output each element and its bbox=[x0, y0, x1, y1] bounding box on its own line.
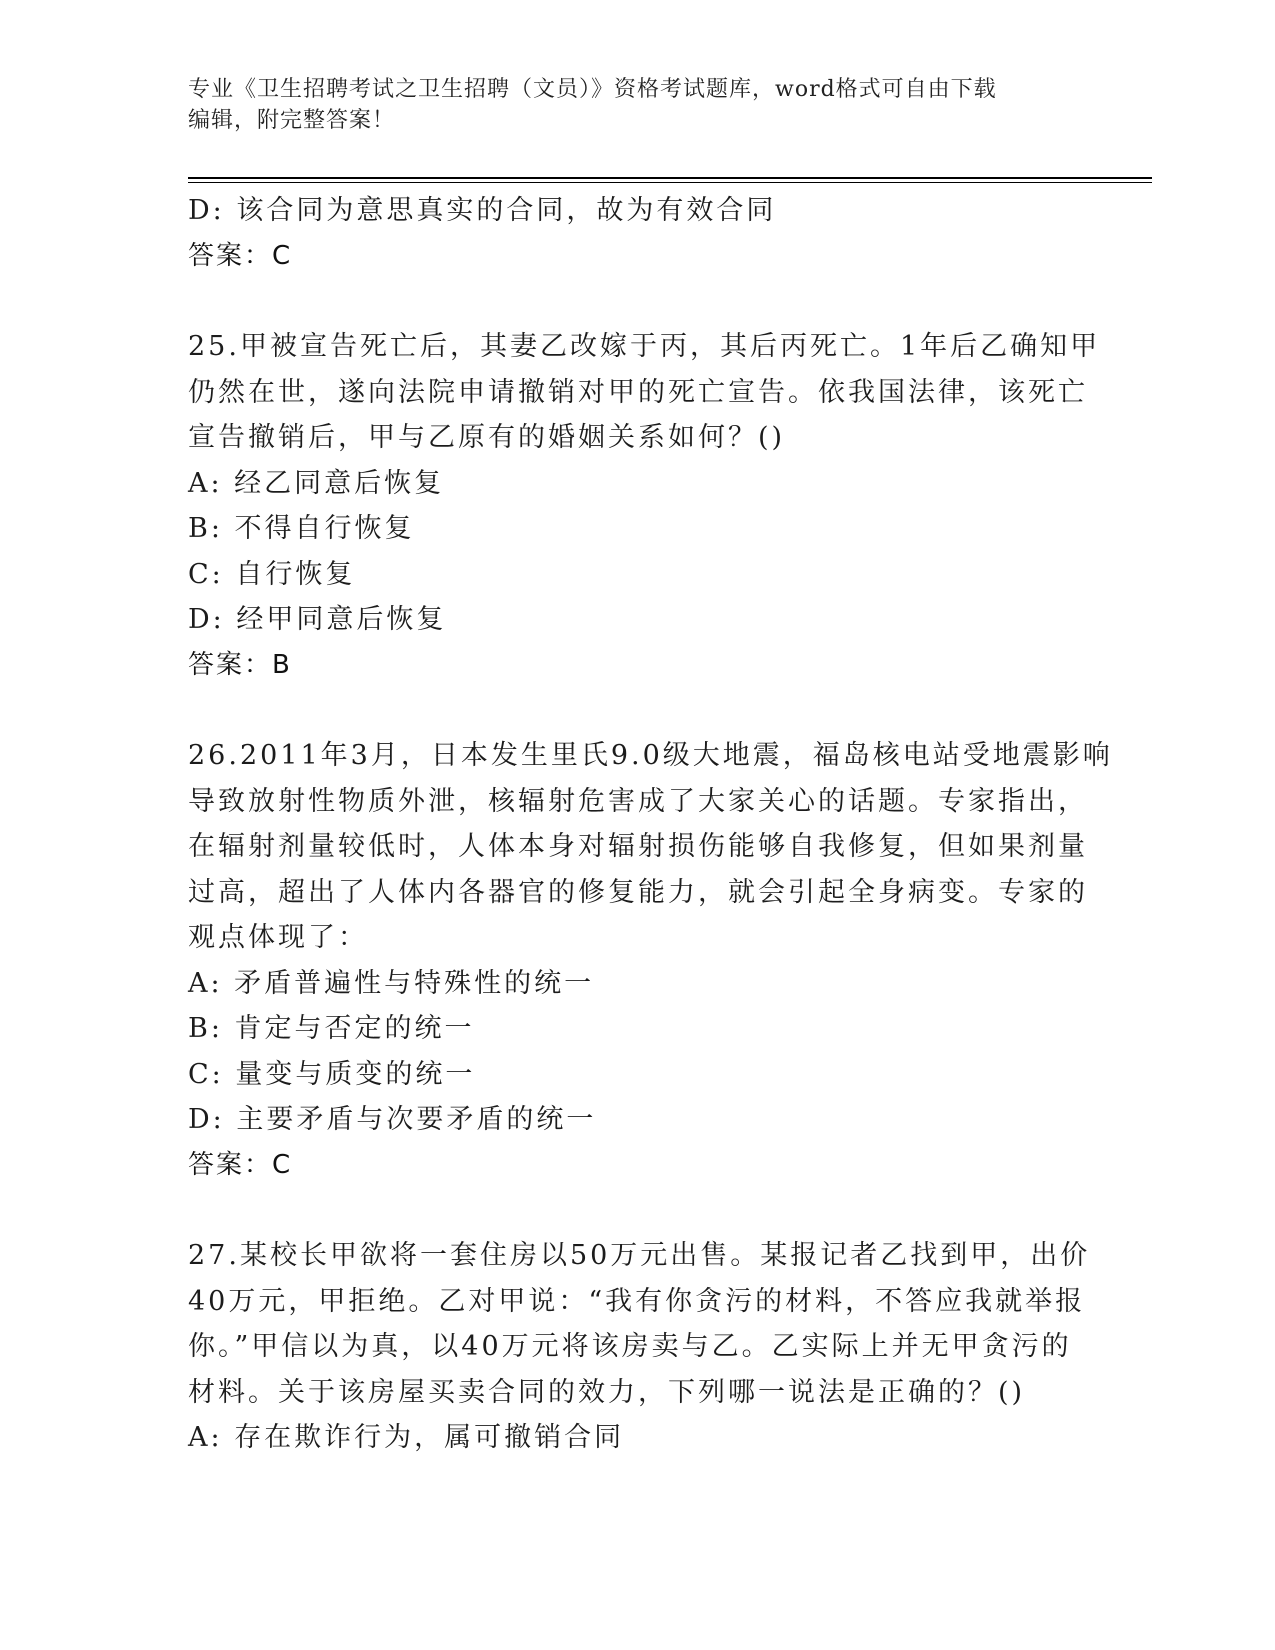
question-text-line: 你。”甲信以为真，以40万元将该房卖与乙。乙实际上并无甲贪污的 bbox=[188, 1331, 1072, 1362]
question-content bbox=[188, 188, 1113, 1461]
question-26 bbox=[188, 733, 1113, 1188]
header-rule-thin bbox=[188, 182, 1152, 183]
spacer bbox=[188, 279, 1088, 324]
answer-line: 答案：C bbox=[188, 240, 293, 271]
header-line-1: 专业《卫生招聘考试之卫生招聘（文员）》资格考试题库，word格式可自由下载 bbox=[188, 77, 997, 102]
option-d: D: 经甲同意后恢复 bbox=[188, 604, 447, 635]
header-line-2: 编辑，附完整答案！ bbox=[188, 108, 396, 133]
question-text-line: 观点体现了： bbox=[188, 922, 368, 953]
spacer bbox=[188, 688, 1088, 733]
question-25 bbox=[188, 324, 1101, 688]
question-text-line: 在辐射剂量较低时，人体本身对辐射损伤能够自我修复，但如果剂量 bbox=[188, 831, 1088, 862]
question-text-line: 宣告撤销后，甲与乙原有的婚姻关系如何？() bbox=[188, 422, 786, 453]
question-text-line: 过高，超出了人体内各器官的修复能力，就会引起全身病变。专家的 bbox=[188, 876, 1088, 908]
option-c: C: 量变与质变的统一 bbox=[188, 1058, 476, 1090]
question-text-line: 材料。关于该房屋买卖合同的效力，下列哪一说法是正确的？() bbox=[188, 1376, 1026, 1408]
option-a: A: 存在欺诈行为，属可撤销合同 bbox=[188, 1422, 625, 1453]
option-c: C: 自行恢复 bbox=[188, 558, 356, 590]
question-text-line: 导致放射性物质外泄，核辐射危害成了大家关心的话题。专家指出， bbox=[188, 785, 1088, 817]
answer-line: 答案：C bbox=[188, 1149, 293, 1180]
option-a: A: 经乙同意后恢复 bbox=[188, 467, 445, 499]
answer-line: 答案：B bbox=[188, 649, 292, 680]
question-text-line: 40万元，甲拒绝。乙对甲说：“我有你贪污的材料，不答应我就举报 bbox=[188, 1285, 1086, 1317]
header-rule-thick bbox=[188, 177, 1152, 179]
question-text-line: 仍然在世，遂向法院申请撤销对甲的死亡宣告。依我国法律，该死亡 bbox=[188, 376, 1088, 408]
page-header bbox=[188, 74, 1068, 136]
question-24-tail bbox=[188, 188, 1088, 279]
option-a: A: 矛盾普遍性与特殊性的统一 bbox=[188, 967, 595, 999]
spacer bbox=[188, 1188, 1088, 1233]
option-d: D: 该合同为意思真实的合同，故为有效合同 bbox=[188, 195, 777, 226]
option-b: B: 肯定与否定的统一 bbox=[188, 1013, 475, 1044]
question-text-line: 26.2011年3月，日本发生里氏9.0级大地震，福岛核电站受地震影响 bbox=[188, 740, 1113, 771]
question-text-line: 25.甲被宣告死亡后，其妻乙改嫁于丙，其后丙死亡。1年后乙确知甲 bbox=[188, 331, 1101, 362]
option-d: D: 主要矛盾与次要矛盾的统一 bbox=[188, 1104, 597, 1135]
question-text-line: 27.某校长甲欲将一套住房以50万元出售。某报记者乙找到甲，出价 bbox=[188, 1240, 1091, 1271]
option-b: B: 不得自行恢复 bbox=[188, 513, 415, 544]
question-27 bbox=[188, 1233, 1091, 1461]
